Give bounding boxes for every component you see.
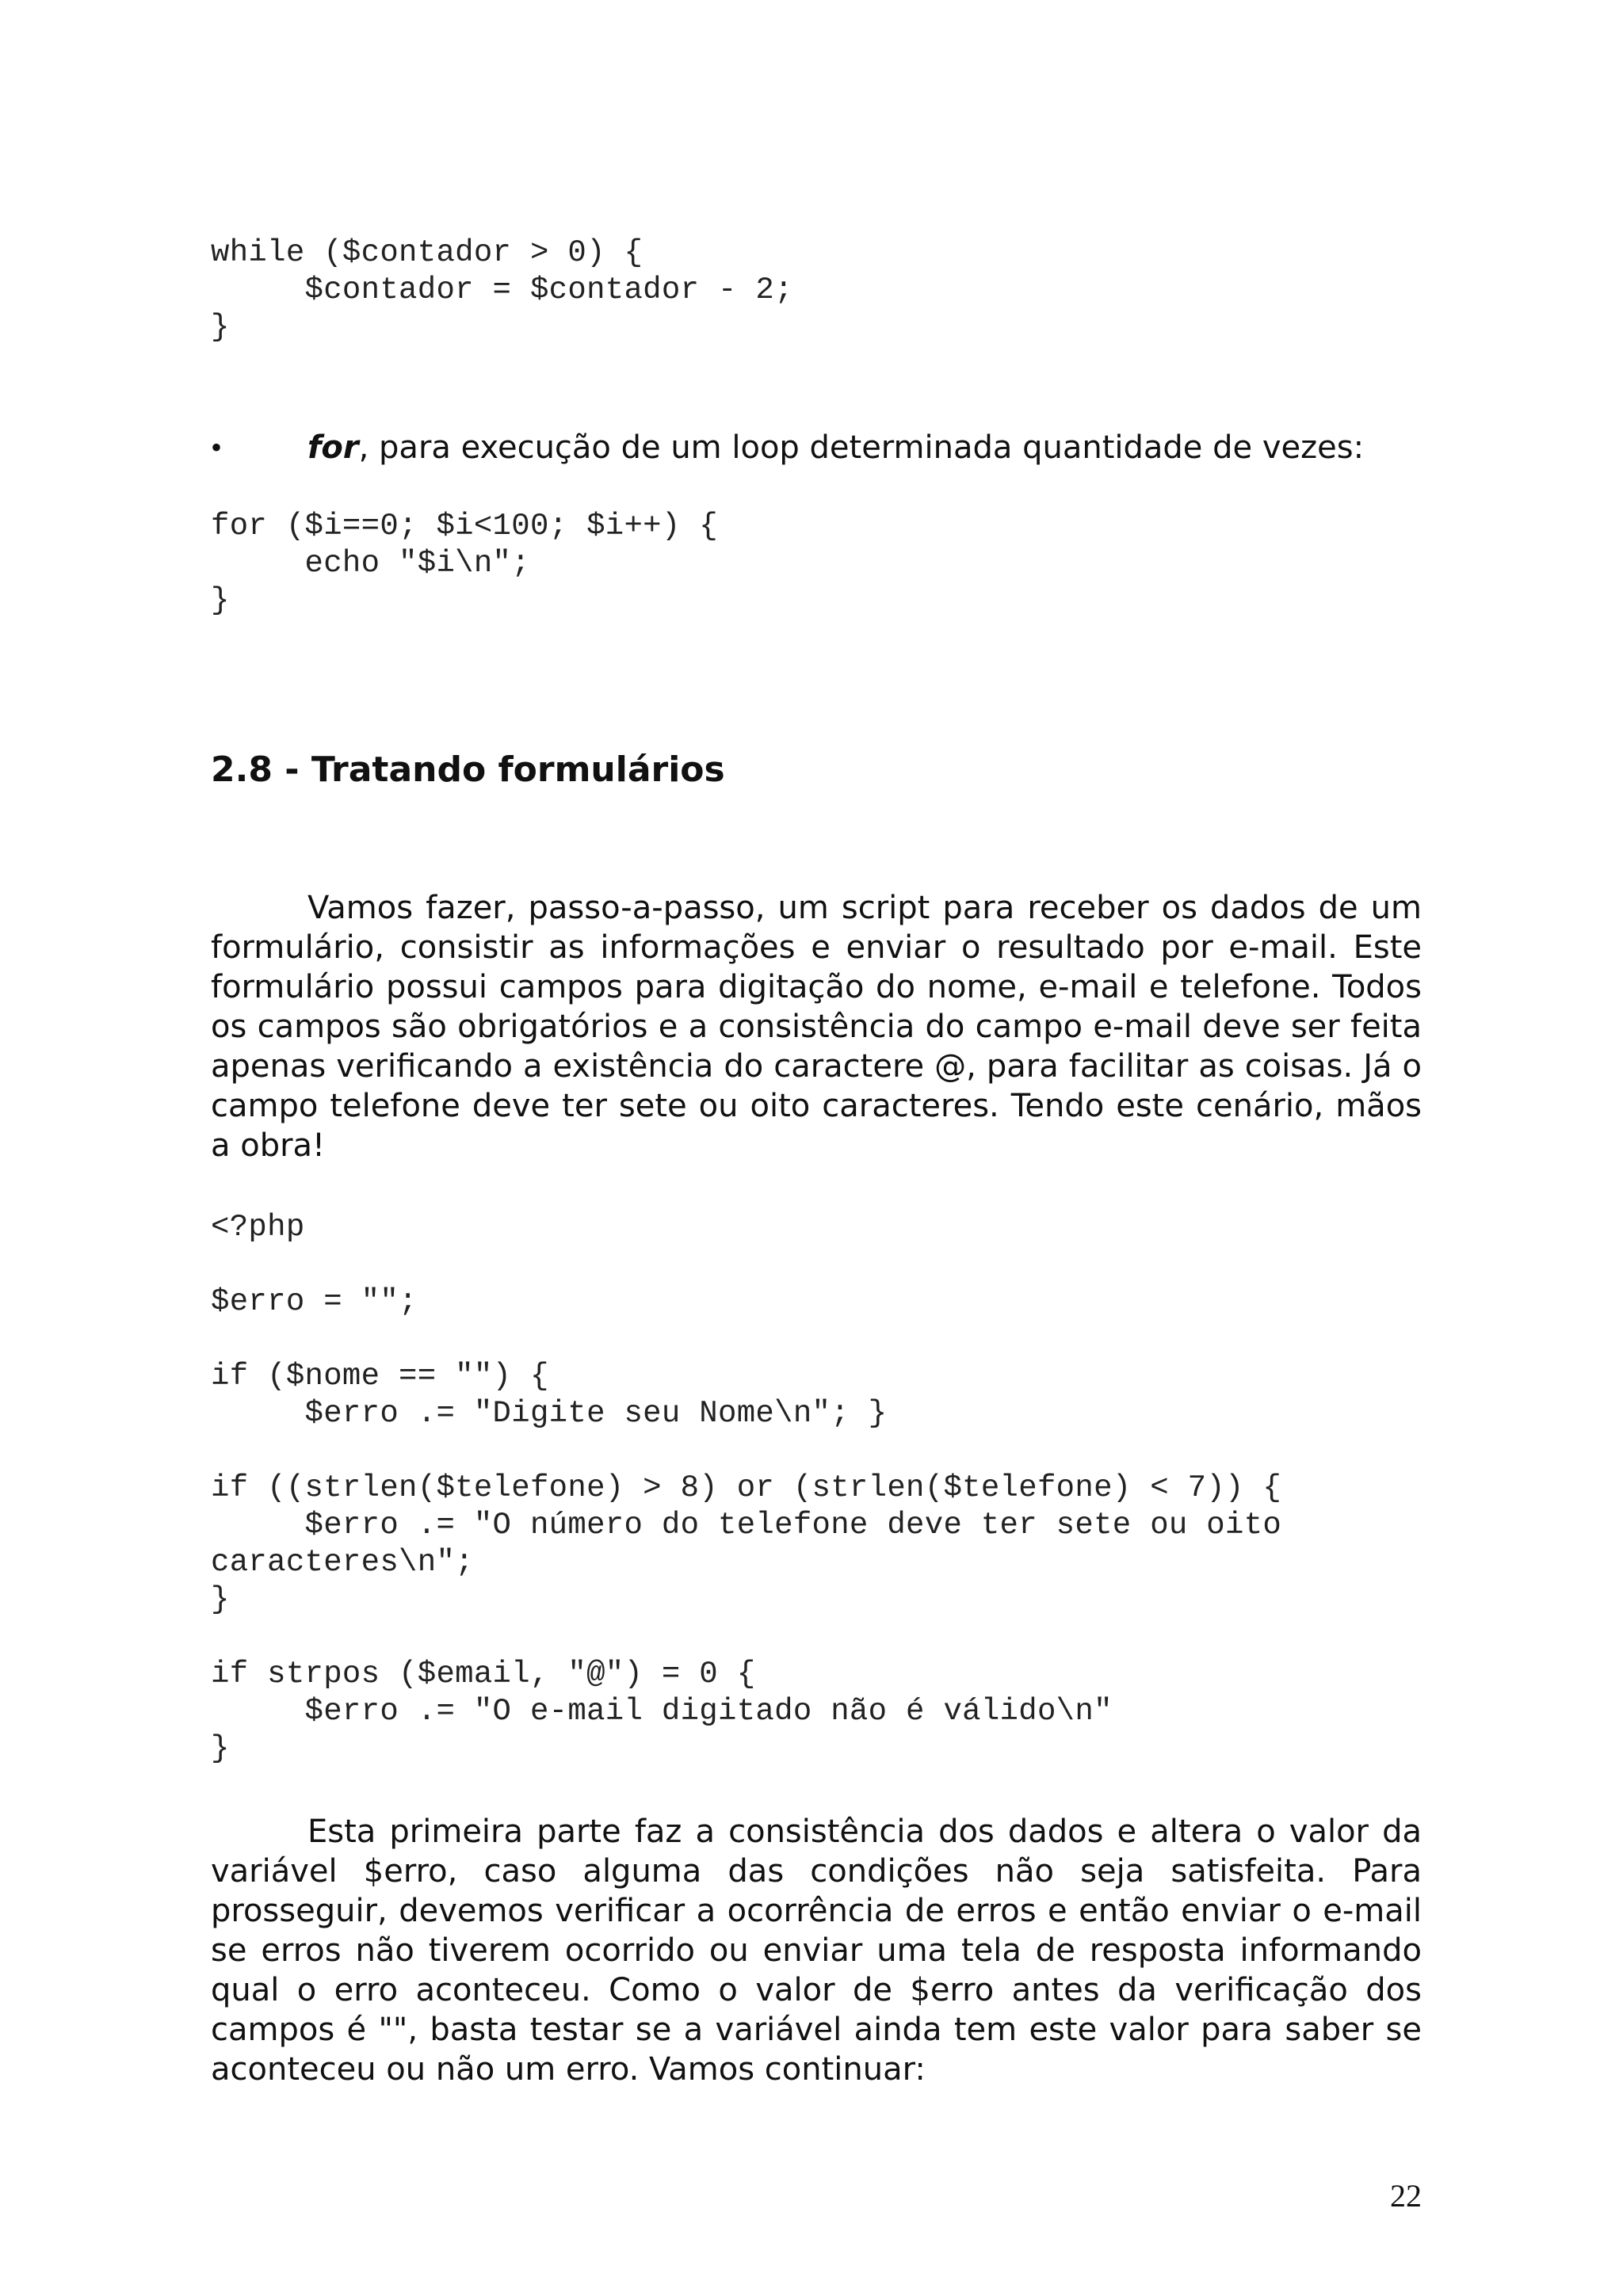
bullet-text xyxy=(307,424,1364,471)
section-heading: 2.8 - Tratando formulários xyxy=(211,749,725,790)
bullet-icon: • xyxy=(211,429,223,465)
code-block-for-loop: for ($i==0; $i<100; $i++) { echo "$i\n"; } xyxy=(211,509,719,618)
paragraph-intro: Vamos fazer, passo-a-passo, um script para receber os dados de um formulário, consistir as informações e enviar o resultado por e-mail. Este formulário possui campos para digitação do nome, e-mail e telefone. Todos os campos são obrigatórios e a consistência do campo e-mail deve ser feita apenas verificando a existência do caractere @, para facilitar as coisas. Já o campo telefone deve ter sete ou oito caracteres. Tendo este cenário, mãos a obra! xyxy=(211,890,1422,1164)
code-block-while-loop: while ($contador > 0) { $contador = $contador - 2; } xyxy=(211,235,793,345)
page-number: 22 xyxy=(1390,2178,1422,2214)
keyword-for: for xyxy=(307,429,359,466)
paragraph-explanation: Esta primeira parte faz a consistência dos dados e altera o valor da variável $erro, caso alguma das condições não seja satisfeita. Para prosseguir, devemos verificar a ocorrência de erros e então enviar o e-mail se erros não tiverem ocorrido ou enviar uma tela de resposta informando qual o erro aconteceu. Como o valor de $erro antes da verificação dos campos é "", basta testar se a variável ainda tem este valor para saber se aconteceu ou não um erro. Vamos continuar: xyxy=(211,1814,1422,2088)
bullet-description: , para execução de um loop determinada quantidade de vezes: xyxy=(358,429,1365,466)
code-block-validation: <?php $erro = ""; if ($nome == "") { $erro .= "Digite seu Nome\n"; } if ((strlen($telefone) > 8) or (strlen($telefone) < 7)) { $erro .= "O número do telefone deve ter sete ou oito caracteres\n"; } if strpos ($email, "@") = 0 { $erro .= "O e-mail digitado não é válido\n" } xyxy=(211,1210,1282,1766)
